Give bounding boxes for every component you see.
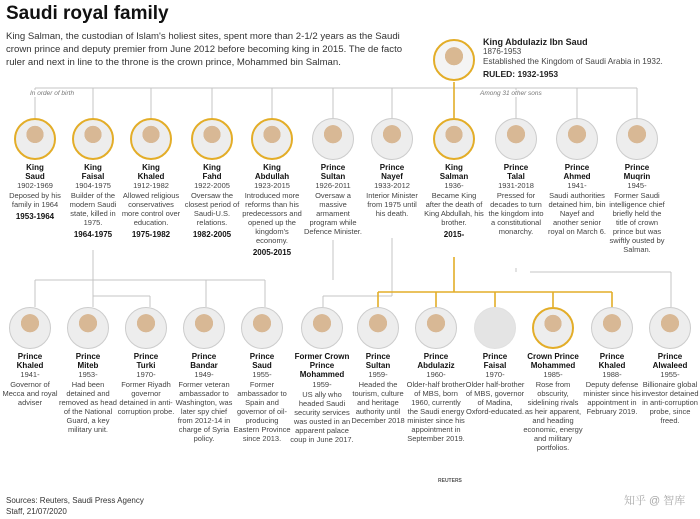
portrait [591,307,633,349]
person-description: Allowed religious conservatives more control over education. [121,191,181,228]
portrait [415,307,457,349]
portrait [191,118,233,160]
person-title: King [263,163,281,172]
person-reign: 1964-1975 [73,230,113,240]
portrait [301,307,343,349]
portrait [67,307,109,349]
person-title: King [203,163,221,172]
person-description: Former Riyadh governor detained in anti-corruption probe. [117,380,175,417]
person-card [406,307,466,443]
portrait [125,307,167,349]
founder-reign: RULED: 1932-1953 [483,69,559,79]
person-title: Prince [365,352,391,361]
portrait [130,118,172,160]
person-name: Abdulaziz [417,361,455,371]
person-description: Builder of the modern Saudi state, killed in 1975. [69,191,117,228]
founder-description: Established the Kingdom of Saudi Arabia in 1932. [483,57,663,66]
person-card [582,307,642,416]
person-lifespan: 1970- [136,370,156,380]
person-description: Had been detained and removed as head of the National Guard, a key military unit. [59,380,117,435]
agency-watermark: REUTERS [438,478,462,484]
person-name: Khaled [598,361,626,371]
person-name: Abdullah [254,172,290,182]
person-card-highlight [523,307,583,452]
person-title: Prince [624,163,650,172]
person-name: Sultan [320,172,346,182]
portrait [532,307,574,349]
person-name: Khaled [137,172,165,182]
person-card [607,118,667,254]
person-lifespan: 1941- [20,370,40,380]
person-card [362,118,422,218]
person-lifespan: 1931-2018 [498,181,534,191]
person-card [0,307,60,407]
person-title: Prince [133,352,159,361]
person-name: Alwaleed [652,361,688,371]
person-card [5,118,65,222]
person-lifespan: 1933-2012 [374,181,410,191]
person-description: Older-half brother of MBS, born 1960, currently the Saudi energy minister since his appointment in September 2019. [406,380,466,444]
person-description: US ally who headed Saudi security services was ousted in an apparent palace coup in June 2017. [290,389,354,444]
portrait [312,118,354,160]
person-name: Bandar [190,361,218,371]
person-card [232,307,292,443]
portrait [616,118,658,160]
person-card [63,118,123,240]
person-lifespan: 1912-1982 [133,181,169,191]
person-description: Oversaw the closest period of Saudi-U.S. relations. [184,191,240,228]
person-card [303,118,363,236]
portrait [433,118,475,160]
person-lifespan: 1945- [627,181,647,191]
person-title: Prince [379,163,405,172]
intro-text: King Salman, the custodian of Islam's holiest sites, spent more than 2-1/2 years as the Saudi crown prince and deputy premier from June 2012 before becoming king in 2015. The de facto ruler and next in line to the throne is the crown prince, Mohammed bin Salman. [6,31,403,69]
person-title: Prince [17,352,43,361]
person-name: Nayef [381,172,403,182]
person-lifespan: 1949- [194,370,214,380]
page-title: Saudi royal family [6,3,169,24]
person-name: Salman [439,172,469,182]
person-title: Prince [599,352,625,361]
person-description: Rose from obscurity, sidelining rivals as heir apparent, and heading economic, energy and military portfolios. [523,380,583,453]
person-card-highlight [424,118,484,240]
person-lifespan: 1904-1975 [75,181,111,191]
person-lifespan: 1926-2011 [315,181,351,191]
person-name: Ahmed [563,172,591,182]
person-reign: 2015- [443,230,465,240]
person-title: Prince [503,163,529,172]
person-reign: 1975-1982 [131,230,171,240]
person-description: Became King after the death of King Abdullah, his brother. [424,191,484,228]
portrait [556,118,598,160]
person-card [242,118,302,258]
person-card [182,118,242,240]
portrait [14,118,56,160]
person-name: Khaled [16,361,44,371]
person-reign: 2005-2015 [252,248,292,258]
person-name: Mohammed [530,361,576,371]
person-lifespan: 1959- [312,379,332,389]
sources-credit: Sources: Reuters, Saudi Press Agency [6,496,144,505]
person-description: Interior Minister from 1975 until his death. [366,191,418,219]
person-lifespan: 1959- [368,370,388,380]
person-name: Faisal [81,172,105,182]
staff-credit: Staff, 21/07/2020 [6,507,67,516]
person-description: Former ambassador to Spain and governor of oil-producing Eastern Province since 2013. [233,380,291,444]
person-lifespan: 1936- [444,181,464,191]
person-title: Prince [423,352,449,361]
person-title: King [84,163,102,172]
person-description: Billionaire global investor detained in anti-corruption probe, since freed. [641,380,699,426]
person-lifespan: 1902-1969 [17,181,53,191]
person-title: Prince [564,163,590,172]
person-description: Former Saudi intelligence chief briefly held the title of crown prince but was swiftly ousted by Salman. [609,191,665,255]
person-lifespan: 1960- [426,370,446,380]
portrait [649,307,691,349]
note-birth-order: In order of birth [30,90,75,97]
person-lifespan: 1985- [543,370,563,380]
person-title: King [142,163,160,172]
portrait [9,307,51,349]
person-title: Prince [249,352,275,361]
person-name: Saud [25,172,45,182]
portrait [183,307,225,349]
person-title: Prince [75,352,101,361]
person-name: Miteb [77,361,99,371]
person-description: Headed the tourism, culture and heritage authority until December 2018 [351,380,405,426]
person-title: Prince [657,352,683,361]
person-lifespan: 1970- [485,370,505,380]
note-other-sons: Among 31 other sons [480,90,542,97]
person-lifespan: 1955- [660,370,680,380]
person-name: Turki [136,361,156,371]
person-description: Older half-brother of MBS, governor of Madina, Oxford-educated. [465,380,525,417]
portrait [251,118,293,160]
person-lifespan: 1923-2015 [254,181,290,191]
person-card [465,307,525,416]
founder-lifespan: 1876-1953 [483,47,522,56]
watermark: 知乎 @ 智库 [624,495,686,507]
person-title: Prince [191,352,217,361]
person-card [121,118,181,240]
person-name: Faisal [483,361,507,371]
person-card [486,118,546,236]
person-card [116,307,176,416]
person-name: Muqrin [623,172,651,182]
person-description: Deputy defense minister since his appointment in February 2019. [583,380,641,417]
portrait [241,307,283,349]
person-description: Former veteran ambassador to Washington, was later spy chief from 2012-14 in charge of Syria policy. [175,380,233,444]
person-card [348,307,408,425]
portrait-placeholder [474,307,516,349]
person-card [58,307,118,434]
person-name: Fahd [202,172,222,182]
person-description: Saudi authorities detained him, bin Nayef and another senior royal on March 6. [548,191,606,237]
person-description: Oversaw a massive armament program while Defence Minister. [304,191,362,237]
person-title: Prince [320,163,346,172]
person-title: Prince [482,352,508,361]
person-title: King [26,163,44,172]
person-reign: 1982-2005 [192,230,232,240]
person-title: Former Crown Prince [294,352,350,371]
person-card [174,307,234,443]
person-name: Mohammed [299,370,345,380]
person-name: Saud [252,361,272,371]
person-title: Crown Prince [527,352,579,361]
person-name: Sultan [365,361,391,371]
person-description: Pressed for decades to turn the kingdom into a constitutional monarchy. [488,191,544,237]
person-description: Governor of Mecca and royal adviser [2,380,58,408]
portrait [357,307,399,349]
person-lifespan: 1988- [602,370,622,380]
person-lifespan: 1955- [252,370,272,380]
portrait [495,118,537,160]
person-description: Deposed by his family in 1964 [9,191,61,210]
portrait [371,118,413,160]
person-lifespan: 1953- [78,370,98,380]
person-title: King [445,163,463,172]
person-name: Talal [507,172,525,182]
person-description: Introduced more reforms than his predecessors and opened up the kingdom's economy. [242,191,302,246]
person-card [547,118,607,236]
person-card [290,307,354,444]
person-card [640,307,700,425]
person-lifespan: 1922-2005 [194,181,230,191]
founder-name: King Abdulaziz Ibn Saud [483,37,588,47]
person-lifespan: 1941- [567,181,587,191]
portrait [72,118,114,160]
person-reign: 1953-1964 [15,212,55,222]
